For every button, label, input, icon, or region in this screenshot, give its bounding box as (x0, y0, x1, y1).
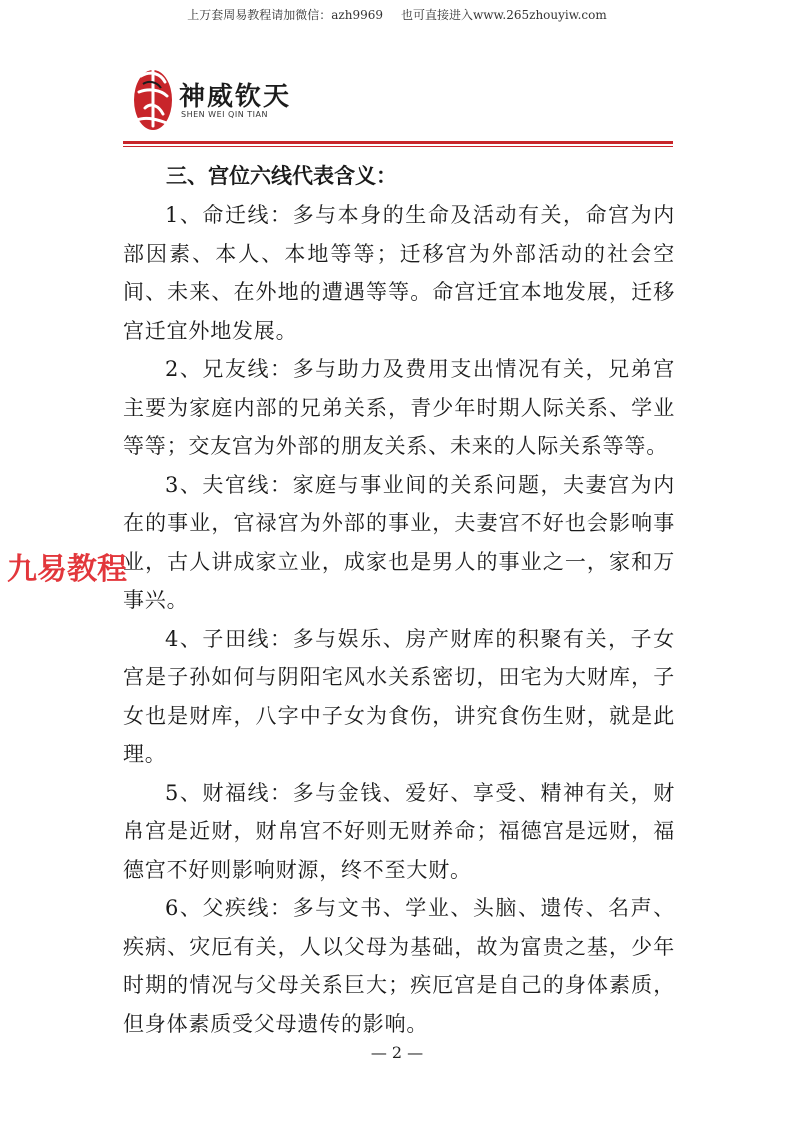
paragraph-fu-guan: 3、夫官线：家庭与事业间的关系问题，夫妻宫为内在的事业，官禄宫为外部的事业，夫妻宫不好也会影响事业，古人讲成家立业，成家也是男人的事业之一，家和万事兴。 (123, 472, 675, 612)
banner-website-text: 也可直接进入www.265zhouyiw.com (401, 8, 607, 22)
logo-title: 神威钦天 (179, 82, 292, 112)
section-heading: 三、宫位六线代表含义： (166, 163, 397, 188)
paragraph-ming-qian: 1、命迁线：多与本身的生命及活动有关，命宫为内部因素、本人、本地等等；迁移宫为外部活动的社会空间、未来、在外地的遭遇等等。命宫迁宜本地发展，迁移宫迁宜外地发展。 (123, 203, 675, 343)
header-divider-thin (123, 146, 673, 147)
paragraph-cai-fu: 5、财福线：多与金钱、爱好、享受、精神有关，财帛宫是近财，财帛宫不好则无财养命；福德宫是远财，福德宫不好则影响财源，终不至大财。 (123, 780, 675, 882)
brand-logo (123, 62, 298, 132)
watermark-text: 九易教程 (7, 552, 127, 587)
calligraphy-seal-icon (131, 62, 175, 132)
page-number: — 2 — (370, 1043, 424, 1062)
banner-wechat-text: 上万套周易教程请加微信：azh9969 (187, 8, 384, 22)
logo-subtitle: SHEN WEI QIN TIAN (181, 110, 268, 119)
section-body (123, 196, 675, 1043)
paragraph-xiong-you: 2、兄友线：多与助力及费用支出情况有关，兄弟宫主要为家庭内部的兄弟关系，青少年时期人际关系、学业等等；交友宫为外部的朋友关系、未来的人际关系等等。 (123, 357, 675, 458)
paragraph-zi-tian: 4、子田线：多与娱乐、房产财库的积聚有关，子女宫是子孙如何与阴阳宅风水关系密切，田宅为大财库，子女也是财库，八字中子女为食伤，讲究食伤生财，就是此理。 (123, 626, 675, 766)
top-banner (0, 6, 794, 23)
header-divider-thick (123, 141, 673, 144)
paragraph-fu-ji: 6、父疾线：多与文书、学业、头脑、遗传、名声、疾病、灾厄有关，人以父母为基础，故为富贵之基，少年时期的情况与父母关系巨大；疾厄宫是自己的身体素质，但身体素质受父母遗传的影响。 (123, 896, 675, 1036)
